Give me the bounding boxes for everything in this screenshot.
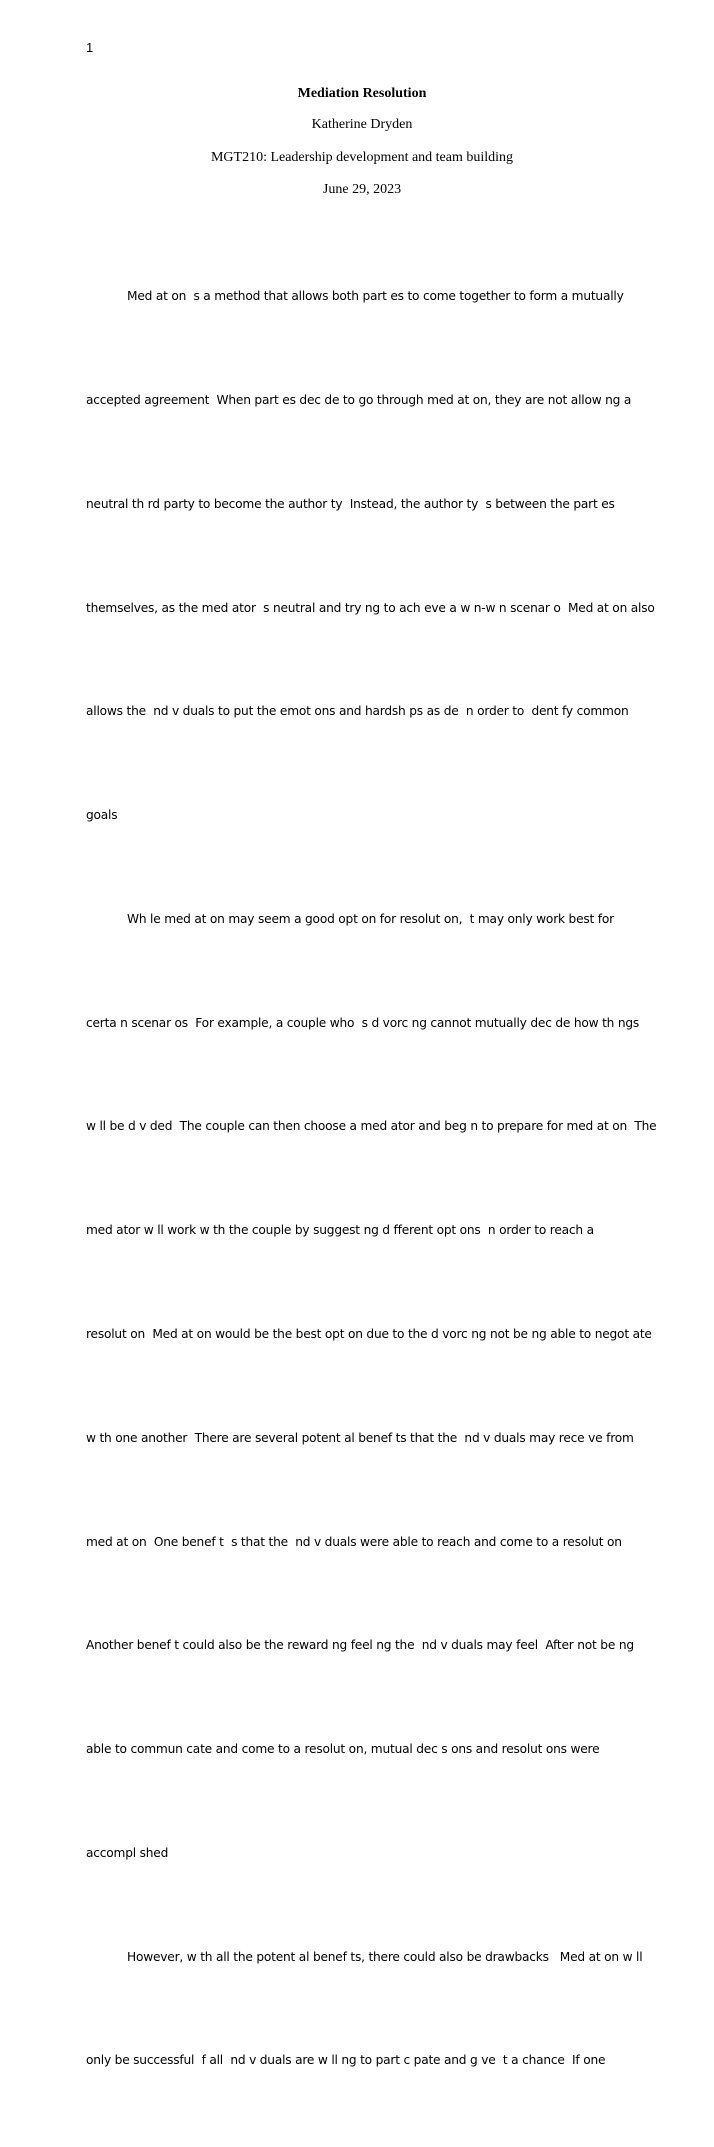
paragraph-line: w ll be d v ded The couple can then choose a med ator and beg n to prepare for med at on The — [86, 1119, 657, 1134]
paragraph-line: themselves, as the med ator s neutral and try ng to ach eve a w n-w n scenar o Med at on also — [86, 600, 655, 615]
paragraph-line: w th one another There are several potent al benef ts that the nd v duals may rece ve from — [86, 1430, 634, 1445]
page-number: 1 — [86, 40, 94, 55]
paragraph-line: Another benef t could also be the reward ng feel ng the nd v duals may feel After not be ng — [86, 1638, 634, 1653]
paragraph-line: goals — [86, 808, 118, 823]
paragraph-line: accepted agreement When part es dec de to go through med at on, they are not allow ng a — [86, 392, 632, 407]
document-title: Mediation Resolution — [297, 86, 427, 101]
paragraph-line: Med at on s a method that allows both part es to come together to form a mutually — [127, 289, 624, 304]
paragraph-line: neutral th rd party to become the author ty Instead, the author ty s between the part es — [86, 496, 615, 511]
paragraph-line: med at on One benef t s that the nd v duals were able to reach and come to a resolut on — [86, 1534, 622, 1549]
document-date: June 29, 2023 — [322, 182, 402, 197]
author-name: Katherine Dryden — [311, 117, 413, 132]
paragraph-line: med ator w ll work w th the couple by suggest ng d fferent opt ons n order to reach a — [86, 1223, 594, 1238]
paragraph-line: certa n scenar os For example, a couple who s d vorc ng cannot mutually dec de how th ngs — [86, 1015, 640, 1030]
paragraph-line: allows the nd v duals to put the emot ons and hardsh ps as de n order to dent fy common — [86, 704, 629, 719]
paragraph-line: resolut on Med at on would be the best opt on due to the d vorc ng not be ng able to negot ate — [86, 1327, 652, 1341]
course-name: MGT210: Leadership development and team building — [210, 150, 514, 165]
paragraph-line: However, w th all the potent al benef ts, there could also be drawbacks Med at on w ll — [127, 1949, 643, 1964]
paragraph-line: Wh le med at on may seem a good opt on for resolut on, t may only work best for — [127, 911, 614, 926]
paragraph-line: accompl shed — [86, 1845, 169, 1860]
body-text — [86, 210, 657, 2147]
paragraph-line: only be successful f all nd v duals are w ll ng to part c pate and g ve t a chance If one — [86, 2053, 606, 2068]
paragraph-line: able to commun cate and come to a resolut on, mutual dec s ons and resolut ons were — [86, 1742, 600, 1757]
